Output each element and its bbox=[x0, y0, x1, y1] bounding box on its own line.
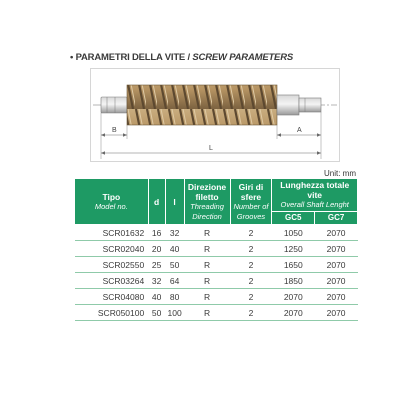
table-row bbox=[75, 225, 358, 241]
table-row bbox=[75, 257, 358, 273]
cell-l: 64 bbox=[165, 273, 184, 289]
screw-drawing bbox=[90, 68, 340, 162]
section-title bbox=[70, 52, 293, 63]
cell-direction: R bbox=[184, 241, 230, 257]
table-row bbox=[75, 289, 358, 305]
header-model: Tipo Model no. bbox=[75, 179, 149, 225]
table-row bbox=[75, 241, 358, 257]
cell-model: SCR03264 bbox=[75, 273, 149, 289]
cell-d: 32 bbox=[148, 273, 165, 289]
cell-direction: R bbox=[184, 305, 230, 321]
table-row bbox=[75, 273, 358, 289]
cell-gc5: 1650 bbox=[272, 257, 315, 273]
cell-direction: R bbox=[184, 257, 230, 273]
cell-l: 50 bbox=[165, 257, 184, 273]
header-length: Lunghezza totale vite Overall Shaft Lenght bbox=[272, 179, 358, 212]
title-italian: PARAMETRI DELLA VITE / bbox=[75, 52, 193, 63]
cell-grooves: 2 bbox=[230, 241, 272, 257]
cell-model: SCR01632 bbox=[75, 225, 149, 241]
cell-grooves: 2 bbox=[230, 273, 272, 289]
cell-gc5: 1250 bbox=[272, 241, 315, 257]
cell-gc5: 2070 bbox=[272, 289, 315, 305]
cell-gc7: 2070 bbox=[315, 225, 358, 241]
cell-d: 20 bbox=[148, 241, 165, 257]
cell-gc7: 2070 bbox=[315, 289, 358, 305]
title-english: SCREW PARAMETERS bbox=[192, 52, 293, 63]
cell-grooves: 2 bbox=[230, 257, 272, 273]
dimension-a-label: A bbox=[297, 127, 302, 134]
thread-section bbox=[127, 85, 277, 125]
cell-d: 50 bbox=[148, 305, 165, 321]
left-journal bbox=[101, 97, 127, 113]
table-row bbox=[75, 305, 358, 321]
cell-model: SCR02550 bbox=[75, 257, 149, 273]
header-direction: Direzione filetto Threading Direction bbox=[184, 179, 230, 225]
cell-l: 32 bbox=[165, 225, 184, 241]
cell-d: 40 bbox=[148, 289, 165, 305]
unit-label: Unit: mm bbox=[324, 169, 356, 178]
cell-l: 80 bbox=[165, 289, 184, 305]
header-grooves: Giri di sfere Number of Grooves bbox=[230, 179, 272, 225]
title-bullet: • bbox=[70, 52, 74, 63]
cell-model: SCR050100 bbox=[75, 305, 149, 321]
cell-gc7: 2070 bbox=[315, 273, 358, 289]
dimension-l-label: L bbox=[209, 145, 213, 152]
dimension-b-label: B bbox=[112, 127, 117, 134]
cell-gc7: 2070 bbox=[315, 305, 358, 321]
cell-l: 40 bbox=[165, 241, 184, 257]
cell-grooves: 2 bbox=[230, 305, 272, 321]
cell-grooves: 2 bbox=[230, 289, 272, 305]
cell-d: 16 bbox=[148, 225, 165, 241]
screw-parameters-table bbox=[74, 178, 358, 321]
cell-gc5: 1850 bbox=[272, 273, 315, 289]
header-gc7: GC7 bbox=[315, 212, 358, 225]
screw-drawing-svg bbox=[91, 69, 339, 161]
cell-gc5: 2070 bbox=[272, 305, 315, 321]
cell-direction: R bbox=[184, 289, 230, 305]
header-d: d bbox=[148, 179, 165, 225]
right-journal bbox=[277, 95, 299, 115]
cell-gc7: 2070 bbox=[315, 257, 358, 273]
cell-gc5: 1050 bbox=[272, 225, 315, 241]
cell-direction: R bbox=[184, 225, 230, 241]
header-l: l bbox=[165, 179, 184, 225]
cell-l: 100 bbox=[165, 305, 184, 321]
cell-model: SCR02040 bbox=[75, 241, 149, 257]
cell-gc7: 2070 bbox=[315, 241, 358, 257]
cell-grooves: 2 bbox=[230, 225, 272, 241]
cell-direction: R bbox=[184, 273, 230, 289]
cell-model: SCR04080 bbox=[75, 289, 149, 305]
header-gc5: GC5 bbox=[272, 212, 315, 225]
cell-d: 25 bbox=[148, 257, 165, 273]
